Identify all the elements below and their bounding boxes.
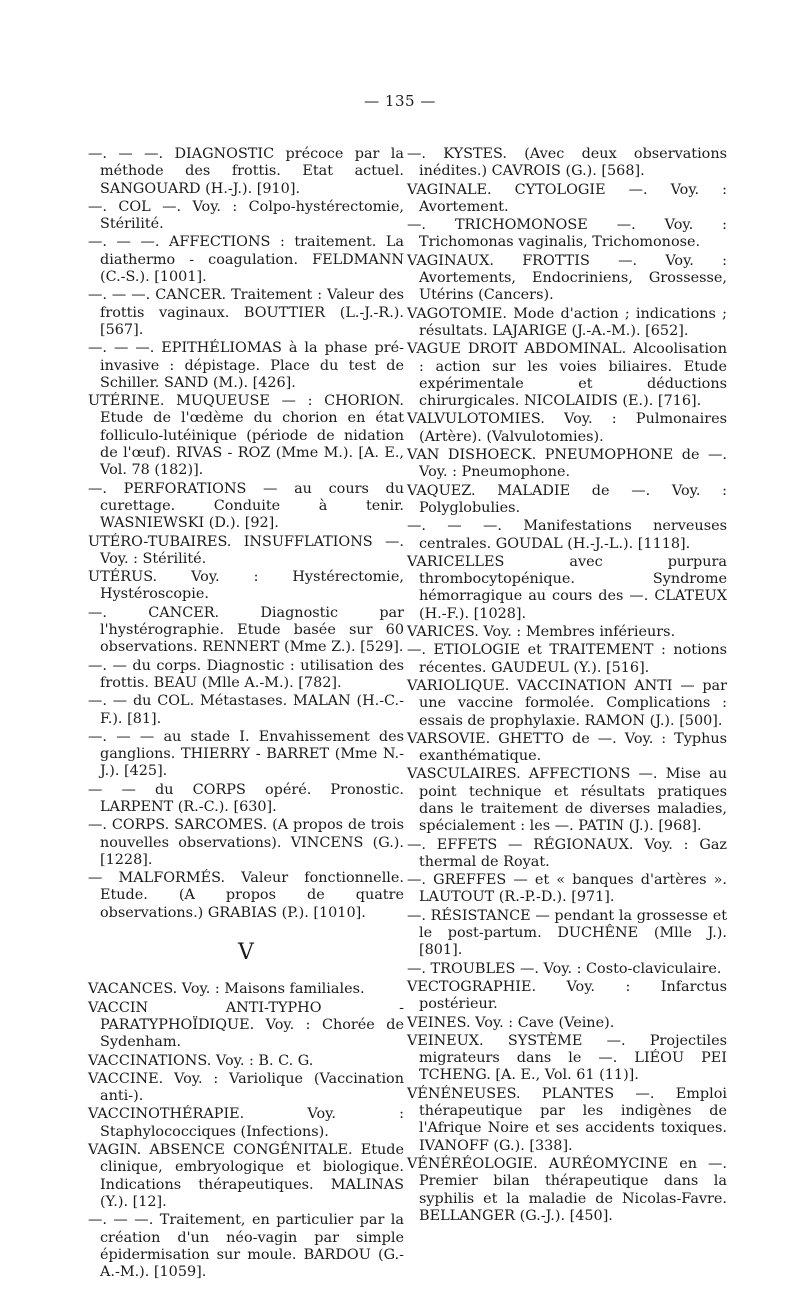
index-entry: VARSOVIE. GHETTO de —. Voy. : Typhus exanthématique. <box>407 730 727 765</box>
index-entry: UTÉRO-TUBAIRES. INSUFFLATIONS —. Voy. : Stérilité. <box>88 533 404 567</box>
section-letter: V <box>238 940 254 966</box>
right-column <box>407 146 727 1226</box>
index-entry: —. — —. Traitement, en particulier par la création d'un néo-vagin par simple épidermisation sur moule. BARDOU (G.-A.-M.). [1059]. <box>88 1212 404 1281</box>
index-entry: —. COL —. Voy. : Colpo-hystérectomie, Stérilité. <box>88 198 404 233</box>
page-number: — 135 — <box>364 92 436 110</box>
index-entry: —. — du corps. Diagnostic : utilisation des frottis. BEAU (Mlle A.-M.). [782]. <box>88 657 404 691</box>
index-entry: —. ETIOLOGIE et TRAITEMENT : notions récentes. GAUDEUL (Y.). [516]. <box>407 642 727 676</box>
index-entry: —. — du COL. Métastases. MALAN (H.-C.-F.). [81]. <box>88 693 404 727</box>
index-entry: VÉNÉNEUSES. PLANTES —. Emploi thérapeutique par les indigènes de l'Afrique Noire et ses accidents toxiques. IVANOFF (G.). [338]. <box>407 1085 727 1154</box>
index-entry: —. RÉSISTANCE — pendant la grossesse et le post-partum. DUCHÊNE (Mlle J.). [801]. <box>407 907 727 959</box>
index-entry: UTÉRUS. Voy. : Hystérectomie, Hystéroscopie. <box>88 569 404 603</box>
index-entry: VECTOGRAPHIE. Voy. : Infarctus postérieur. <box>407 978 727 1013</box>
index-entry: —. CANCER. Diagnostic par l'hystérographie. Etude basée sur 60 observations. RENNERT (Mme Z.). [529]. <box>88 604 404 656</box>
index-entry: —. EFFETS — RÉGIONAUX. Voy. : Gaz thermal de Royat. <box>407 836 727 870</box>
index-entry: VASCULAIRES. AFFECTIONS —. Mise au point technique et résultats pratiques dans le traitement de diverses maladies, spécialement : les —. PATIN (J.). [968]. <box>407 766 727 835</box>
index-entry: VACCINE. Voy. : Variolique (Vaccination anti-). <box>88 1070 404 1105</box>
index-entry: VACCINATIONS. Voy. : B. C. G. <box>88 1052 314 1069</box>
index-entry: —. TRICHOMONOSE —. Voy. : Trichomonas vaginalis, Trichomonose. <box>407 217 727 251</box>
index-entry: VACCIN ANTI-TYPHO - PARATYPHOÏDIQUE. Voy. : Chorée de Sydenham. <box>88 999 404 1051</box>
index-entry: VAGIN. ABSENCE CONGÉNITALE. Etude clinique, embryologique et biologique. Indications thérapeutiques. MALINAS (Y.). [12]. <box>88 1142 404 1210</box>
index-entry: UTÉRINE. MUQUEUSE — : CHORION. Etude de l'œdème du chorion en état folliculo-lutéinique (période de nidation de l'œuf). RIVAS - ROZ (Mme M.). [A. E., Vol. 78 (182)]. <box>88 393 404 479</box>
index-entry: VEINEUX. SYSTÈME —. Projectiles migrateurs dans le —. LIÉOU PEI TCHENG. [A. E., Vol. 61 (11)]. <box>407 1032 727 1084</box>
index-entry: —. — —. Manifestations nerveuses centrales. GOUDAL (H.-J.-L.). [1118]. <box>407 518 727 552</box>
index-entry: —. — —. DIAGNOSTIC précoce par la méthode des frottis. Etat actuel. SANGOUARD (H.-J.). [910]. <box>88 146 404 197</box>
index-entry: VÉNÉRÉOLOGIE. AURÉOMYCINE en —. Premier bilan thérapeutique dans la syphilis et la maladie de Nicolas-Favre. BELLANGER (G.-J.). [450]. <box>407 1155 727 1224</box>
index-entry: VAGOTOMIE. Mode d'action ; indications ; résultats. LAJARIGE (J.-A.-M.). [652]. <box>407 305 727 339</box>
index-entry: —. — —. AFFECTIONS : traitement. La diathermo - coagulation. FELDMANN (C.-S.). [1001]. <box>88 234 404 286</box>
index-entry: —. — — au stade I. Envahissement des ganglions. THIERRY - BARRET (Mme N.-J.). [425]. <box>88 728 404 780</box>
index-entry: —. TROUBLES —. Voy. : Costo-claviculaire. <box>407 960 722 977</box>
index-entry: VAN DISHOECK. PNEUMOPHONE de —. Voy. : Pneumophone. <box>407 447 727 481</box>
index-entry: VARICES. Voy. : Membres inférieurs. <box>407 624 676 641</box>
index-entry: — — du CORPS opéré. Pronostic. LARPENT (R.-C.). [630]. <box>88 781 404 815</box>
index-entry: —. KYSTES. (Avec deux observations inédites.) CAVROIS (G.). [568]. <box>407 146 727 180</box>
index-entry: —. — —. CANCER. Traitement : Valeur des frottis vaginaux. BOUTTIER (L.-J.-R.). [567]. <box>88 287 404 338</box>
index-entry: VACANCES. Voy. : Maisons familiales. <box>88 981 365 998</box>
index-entry: —. PERFORATIONS — au cours du curettage. Conduite à tenir. WASNIEWSKI (D.). [92]. <box>88 480 404 532</box>
left-column <box>88 146 404 1282</box>
index-entry: VAQUEZ. MALADIE de —. Voy. : Polyglobulies. <box>407 482 727 516</box>
index-entry: VEINES. Voy. : Cave (Veine). <box>407 1014 615 1031</box>
index-entry: VACCINOTHÉRAPIE. Voy. : Staphylococciques (Infections). <box>88 1106 404 1140</box>
index-entry: — MALFORMÉS. Valeur fonctionnelle. Etude. (A propos de quatre observations.) GRABIAS (P.). [1010]. <box>88 870 404 921</box>
index-entry: VAGUE DROIT ABDOMINAL. Alcoolisation : action sur les voies biliaires. Etude expérimentale et déductions chirurgicales. NICOLAIDIS (E.). [716]. <box>407 341 727 410</box>
index-entry: —. GREFFES — et « banques d'artères ». LAUTOUT (R.-P.-D.). [971]. <box>407 872 727 906</box>
index-entry: VAGINAUX. FROTTIS —. Voy. : Avortements, Endocriniens, Grossesse, Utérins (Cancers). <box>407 252 727 304</box>
index-entry: —. — —. EPITHÉLIOMAS à la phase pré-invasive : dépistage. Place du test de Schiller. SAND (M.). [426]. <box>88 340 404 391</box>
index-entry: VALVULOTOMIES. Voy. : Pulmonaires (Artère). (Valvulotomies). <box>407 411 727 445</box>
index-entry: —. CORPS. SARCOMES. (A propos de trois nouvelles observations). VINCENS (G.). [1228]. <box>88 817 404 868</box>
index-entry: VAGINALE. CYTOLOGIE —. Voy. : Avortement. <box>407 181 727 215</box>
index-entry: VARICELLES avec purpura thrombocytopénique. Syndrome hémorragique au cours des —. CLATEUX (H.-F.). [1028]. <box>407 553 727 622</box>
index-entry: VARIOLIQUE. VACCINATION ANTI — par une vaccine formolée. Complications : essais de prophylaxie. RAMON (J.). [500]. <box>407 677 727 729</box>
